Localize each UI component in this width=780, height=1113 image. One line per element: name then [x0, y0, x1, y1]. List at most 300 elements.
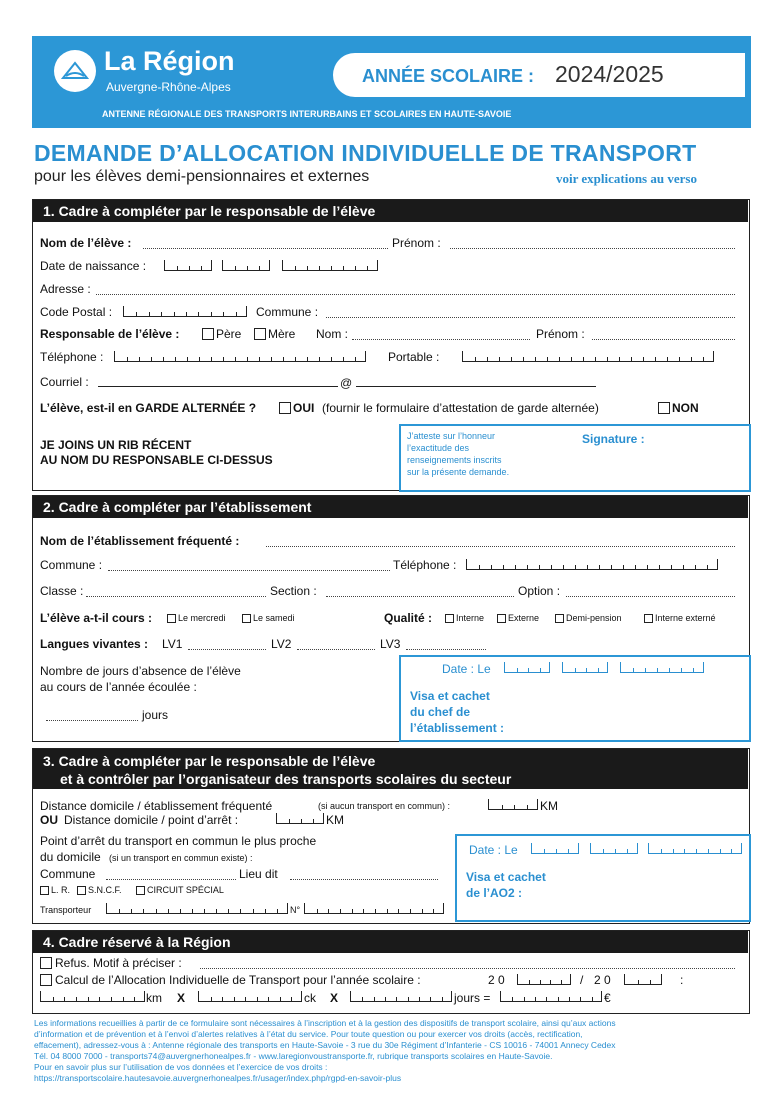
carrier-field[interactable] [106, 903, 288, 914]
digit-separator [524, 997, 525, 1001]
responsible-first-name-label: Prénom : [536, 327, 585, 341]
section-4-header: 4. Cadre réservé à la Région [33, 931, 748, 953]
digit-separator [168, 909, 169, 913]
section-3-header-line-2: et à contrôler par l’organisateur des transports scolaires du secteur [60, 771, 512, 787]
refusal-checkbox[interactable] [40, 957, 52, 969]
digit-separator [111, 997, 112, 1001]
school-date-month[interactable] [562, 662, 608, 673]
digit-separator [331, 357, 332, 361]
digit-separator [236, 312, 237, 316]
digit-separator [223, 312, 224, 316]
digit-separator [265, 909, 266, 913]
digit-separator [99, 997, 100, 1001]
digit-separator [479, 565, 480, 569]
digit-separator [156, 909, 157, 913]
digit-separator [544, 849, 545, 853]
phone-boxes[interactable] [114, 351, 366, 362]
attest-line-2: l’exactitude des [407, 443, 470, 453]
digit-separator [387, 909, 388, 913]
digit-separator [475, 357, 476, 361]
digit-separator [317, 909, 318, 913]
digit-separator [234, 997, 235, 1001]
attest-line-3: renseignements inscrits [407, 455, 502, 465]
first-name-field[interactable] [450, 248, 735, 249]
ao2-visa-line-1: Visa et cachet [466, 870, 546, 884]
commune-field[interactable] [326, 317, 735, 318]
brand-name: La Région [104, 46, 235, 76]
digit-separator [647, 565, 648, 569]
class-label: Classe : [40, 584, 84, 598]
digit-separator [657, 668, 658, 672]
digit-separator [119, 909, 120, 913]
digit-separator [499, 357, 500, 361]
days-field[interactable] [350, 991, 452, 1002]
ck-label: ck [304, 991, 316, 1005]
birth-day-boxes[interactable] [164, 260, 212, 271]
digit-separator [645, 668, 646, 672]
mother-checkbox[interactable] [254, 328, 266, 340]
responsible-name-field[interactable] [352, 339, 530, 340]
digit-separator [502, 805, 503, 809]
digit-separator [211, 997, 212, 1001]
languages-label: Langues vivantes : [40, 637, 149, 651]
ao2-date-day[interactable] [531, 843, 579, 854]
stop-line-2-note: (si un transport en commun existe) : [109, 853, 253, 863]
absence-days-label: jours [142, 708, 169, 722]
digit-separator [684, 849, 685, 853]
interne-externe-checkbox[interactable] [644, 614, 653, 623]
custody-no-checkbox[interactable] [658, 402, 670, 414]
digit-separator [143, 909, 144, 913]
privacy-footer [34, 1018, 750, 1084]
digit-separator [313, 819, 314, 823]
digit-separator [635, 565, 636, 569]
school-visa-line-3: l’établissement : [410, 721, 505, 735]
digit-separator [503, 565, 504, 569]
digit-separator [189, 266, 190, 270]
sncf-checkbox[interactable] [77, 886, 86, 895]
digit-separator [442, 997, 443, 1001]
digit-separator [216, 909, 217, 913]
digit-separator [328, 909, 329, 913]
form-title: DEMANDE D’ALLOCATION INDIVIDUELLE DE TRANSPORT [34, 140, 697, 166]
mobile-label: Portable : [388, 350, 440, 364]
digit-separator [731, 849, 732, 853]
digit-separator [295, 357, 296, 361]
interne-label: Interne [456, 613, 485, 623]
custody-no-label: NON [672, 401, 699, 415]
section-3-header-line-1: 3. Cadre à compléter par le responsable de l’élève [43, 753, 376, 769]
digit-separator [134, 997, 135, 1001]
digit-separator [343, 357, 344, 361]
digit-separator [367, 266, 368, 270]
digit-separator [235, 357, 236, 361]
digit-separator [247, 357, 248, 361]
digit-separator [487, 357, 488, 361]
absence-line-2: au cours de l’année écoulée : [40, 680, 197, 694]
digit-separator [703, 357, 704, 361]
digit-separator [540, 980, 541, 984]
brand-subtitle: Auvergne-Rhône-Alpes [106, 80, 231, 94]
digit-separator [259, 357, 260, 361]
digit-separator [355, 266, 356, 270]
place-field[interactable] [290, 879, 438, 880]
digit-separator [223, 357, 224, 361]
digit-separator [523, 357, 524, 361]
signature-label: Signature : [582, 432, 645, 446]
digit-separator [633, 668, 634, 672]
year-label: ANNÉE SCOLAIRE : [362, 66, 535, 86]
digit-separator [76, 997, 77, 1001]
digit-separator [352, 909, 353, 913]
school-visa-line-1: Visa et cachet [410, 689, 490, 703]
distance-school-km: KM [540, 799, 558, 813]
digit-separator [515, 565, 516, 569]
digit-separator [139, 357, 140, 361]
alternate-custody-question: L’élève, est-il en GARDE ALTERNÉE ? [40, 401, 257, 415]
digit-separator [396, 997, 397, 1001]
circuit-checkbox[interactable] [136, 886, 145, 895]
digit-separator [123, 997, 124, 1001]
digit-separator [362, 997, 363, 1001]
digit-separator [556, 849, 557, 853]
rib-line-2: AU NOM DU RESPONSABLE CI-DESSUS [40, 453, 273, 467]
responsible-name-label: Nom : [316, 327, 349, 341]
digit-separator [187, 357, 188, 361]
first-name-label: Prénom : [392, 236, 441, 250]
digit-separator [681, 668, 682, 672]
digit-separator [563, 565, 564, 569]
digit-separator [551, 565, 552, 569]
digit-separator [558, 997, 559, 1001]
refusal-reason-field[interactable] [200, 968, 735, 969]
digit-separator [592, 997, 593, 1001]
school-phone-boxes[interactable] [466, 559, 718, 570]
digit-separator [151, 357, 152, 361]
digit-separator [599, 565, 600, 569]
digit-separator [149, 312, 150, 316]
digit-separator [575, 668, 576, 672]
km-field[interactable] [40, 991, 145, 1002]
digit-separator [88, 997, 89, 1001]
digit-separator [547, 357, 548, 361]
footer-line-3: effacement), adressez-vous à : Antenne régionale des transports en Haute-Savoie - 3 rue du 30e Régiment d’Infanterie - CS 10016 - 74001 Annecy Cedex [34, 1040, 616, 1050]
digit-separator [511, 357, 512, 361]
lv2-field[interactable] [297, 649, 375, 650]
digit-separator [529, 980, 530, 984]
year-start-boxes[interactable] [517, 974, 571, 985]
email-domain-field[interactable] [356, 386, 596, 387]
lv1-field[interactable] [188, 649, 266, 650]
sncf-label: S.N.C.F. [88, 885, 122, 895]
digit-separator [295, 266, 296, 270]
distance-stop-field[interactable] [276, 813, 324, 824]
year-end-boxes[interactable] [624, 974, 662, 985]
externe-checkbox[interactable] [497, 614, 506, 623]
digit-separator [643, 357, 644, 361]
email-user-field[interactable] [98, 386, 338, 387]
digit-separator [307, 357, 308, 361]
rib-line-1: JE JOINS UN RIB RÉCENT [40, 438, 192, 452]
digit-separator [419, 997, 420, 1001]
digit-separator [695, 565, 696, 569]
digit-separator [650, 980, 651, 984]
section-1-header: 1. Cadre à compléter par le responsable de l’élève [33, 200, 748, 222]
student-name-label: Nom de l’élève : [40, 236, 132, 250]
distance-school-note: (si aucun transport en commun) : [318, 801, 451, 811]
stop-line-2: du domicile [40, 850, 101, 864]
saturday-checkbox[interactable] [242, 614, 251, 623]
digit-separator [623, 565, 624, 569]
school-commune-field[interactable] [108, 570, 390, 571]
digit-separator [268, 997, 269, 1001]
absence-days-field[interactable] [46, 720, 138, 721]
responsible-label: Responsable de l’élève : [40, 327, 180, 341]
digit-separator [64, 997, 65, 1001]
student-name-field[interactable] [143, 248, 388, 249]
digit-separator [430, 997, 431, 1001]
stop-commune-label: Commune [40, 867, 96, 881]
digit-separator [583, 357, 584, 361]
region-logo-icon [54, 50, 96, 92]
birthdate-label: Date de naissance : [40, 259, 147, 273]
absence-line-1: Nombre de jours d’absence de l’élève [40, 664, 241, 678]
lr-label: L. R. [51, 885, 71, 895]
digit-separator [575, 565, 576, 569]
birth-year-boxes[interactable] [282, 260, 378, 271]
form-subtitle: pour les élèves demi-pensionnaires et externes [34, 168, 370, 185]
custody-yes-note: (fournir le formulaire d’attestation de garde alternée) [322, 401, 599, 415]
responsible-first-name-field[interactable] [592, 339, 735, 340]
stop-line-1: Point d’arrêt du transport en commun le plus proche [40, 834, 317, 848]
digit-separator [385, 997, 386, 1001]
digit-separator [253, 909, 254, 913]
ao2-visa-line-2: de l’AO2 : [466, 886, 523, 900]
digit-separator [708, 849, 709, 853]
digit-separator [673, 849, 674, 853]
digit-separator [277, 909, 278, 913]
digit-separator [319, 266, 320, 270]
email-label: Courriel : [40, 375, 89, 389]
birth-month-boxes[interactable] [222, 260, 270, 271]
digit-separator [433, 909, 434, 913]
ck-field[interactable] [198, 991, 302, 1002]
circuit-label: CIRCUIT SPÉCIAL [147, 885, 224, 895]
digit-separator [204, 909, 205, 913]
refusal-label: Refus. Motif à préciser : [55, 956, 182, 970]
calculation-label: Calcul de l’Allocation Individuelle de Transport pour l’année scolaire : [55, 973, 421, 987]
digit-separator [568, 849, 569, 853]
distance-stop-label: Distance domicile / point d’arrêt : [64, 813, 239, 827]
year-value: 2024/2025 [555, 61, 664, 87]
class-field[interactable] [86, 596, 266, 597]
attest-line-1: J’atteste sur l’honneur [407, 431, 496, 441]
digit-separator [174, 312, 175, 316]
or-label: OU [40, 813, 58, 827]
footer-line-1: Les informations recueillies à partir de ce formulaire sont nécessaires à l’inscription et à la gestion des dispositifs de transport scolaire, ainsi qu’aux actions [34, 1018, 616, 1028]
interne-checkbox[interactable] [445, 614, 454, 623]
days-label: jours = [454, 991, 491, 1005]
footer-line-4: Tél. 04 8000 7000 - transports74@auvergnerhonealpes.fr - www.laregionvoustransporte.fr, rubrique transports scolaires en Haute-Savoie. [34, 1051, 553, 1061]
digit-separator [527, 565, 528, 569]
digit-separator [580, 997, 581, 1001]
digit-separator [343, 266, 344, 270]
digit-separator [535, 357, 536, 361]
digit-separator [691, 357, 692, 361]
digit-separator [175, 357, 176, 361]
ao2-date-label: Date : Le [469, 843, 518, 857]
distance-school-field[interactable] [488, 799, 538, 810]
digit-separator [340, 909, 341, 913]
digit-separator [619, 357, 620, 361]
lv3-field[interactable] [406, 649, 486, 650]
digit-separator [283, 357, 284, 361]
digit-separator [222, 997, 223, 1001]
digit-separator [53, 997, 54, 1001]
school-date-day[interactable] [504, 662, 550, 673]
digit-separator [671, 565, 672, 569]
distance-stop-km: KM [326, 813, 344, 827]
school-name-field[interactable] [266, 546, 735, 547]
section-field[interactable] [326, 596, 514, 597]
courses-label: L’élève a-t-il cours : [40, 611, 153, 625]
year-start-prefix: 2 0 [488, 973, 505, 987]
footer-line-5: Pour en savoir plus sur l’utilisation de vos données et l’exercice de vos droits : [34, 1062, 328, 1072]
digit-separator [561, 980, 562, 984]
wednesday-checkbox[interactable] [167, 614, 176, 623]
digit-separator [228, 909, 229, 913]
custody-yes-label: OUI [293, 401, 315, 415]
digit-separator [257, 997, 258, 1001]
lv2-label: LV2 [271, 637, 292, 651]
mobile-boxes[interactable] [462, 351, 714, 362]
demi-pension-label: Demi-pension [566, 613, 622, 623]
email-at: @ [340, 376, 353, 390]
stop-commune-field[interactable] [106, 879, 236, 880]
digit-separator [422, 909, 423, 913]
digit-separator [696, 849, 697, 853]
digit-separator [514, 805, 515, 809]
digit-separator [398, 909, 399, 913]
digit-separator [161, 312, 162, 316]
wednesday-label: Le mercredi [178, 613, 226, 623]
carrier-number-label: N° [290, 905, 301, 915]
digit-separator [180, 909, 181, 913]
euro-label: € [604, 991, 611, 1005]
school-phone-label: Téléphone : [393, 558, 457, 572]
digit-separator [598, 668, 599, 672]
digit-separator [611, 565, 612, 569]
ao2-date-year[interactable] [648, 843, 742, 854]
digit-separator [198, 312, 199, 316]
digit-separator [410, 909, 411, 913]
times-2: X [330, 991, 339, 1005]
distance-school-label: Distance domicile / établissement fréquenté [40, 799, 273, 813]
digit-separator [627, 849, 628, 853]
status-label: Qualité : [384, 611, 433, 625]
digit-separator [655, 357, 656, 361]
digit-separator [240, 909, 241, 913]
digit-separator [355, 357, 356, 361]
digit-separator [192, 909, 193, 913]
custody-yes-checkbox[interactable] [279, 402, 291, 414]
digit-separator [539, 565, 540, 569]
digit-separator [615, 849, 616, 853]
year-colon: : [680, 973, 684, 987]
option-field[interactable] [566, 596, 735, 597]
digit-separator [131, 909, 132, 913]
saturday-label: Le samedi [253, 613, 295, 623]
digit-separator [679, 357, 680, 361]
digit-separator [540, 668, 541, 672]
digit-separator [259, 266, 260, 270]
digit-separator [177, 266, 178, 270]
digit-separator [587, 565, 588, 569]
address-field[interactable] [96, 294, 735, 295]
footer-url[interactable]: https://transportscolaire.hautesavoie.auvergnerhonealpes.fr/usager/index.php/rgpd-en-savoir-plus [34, 1073, 402, 1083]
externe-label: Externe [508, 613, 540, 623]
demi-pension-checkbox[interactable] [555, 614, 564, 623]
amount-field[interactable] [500, 991, 602, 1002]
digit-separator [491, 565, 492, 569]
digit-separator [307, 266, 308, 270]
ao2-date-month[interactable] [590, 843, 638, 854]
verso-note: voir explications au verso [556, 171, 697, 186]
digit-separator [374, 997, 375, 1001]
digit-separator [280, 997, 281, 1001]
digit-separator [528, 668, 529, 672]
digit-separator [247, 266, 248, 270]
digit-separator [331, 266, 332, 270]
digit-separator [659, 565, 660, 569]
section-2-header: 2. Cadre à compléter par l’établissement [33, 496, 748, 518]
digit-separator [186, 312, 187, 316]
digit-separator [199, 357, 200, 361]
postal-code-boxes[interactable] [123, 306, 247, 317]
father-checkbox[interactable] [202, 328, 214, 340]
digit-separator [527, 805, 528, 809]
digit-separator [707, 565, 708, 569]
school-name-label: Nom de l’établissement fréquenté : [40, 534, 240, 548]
digit-separator [683, 565, 684, 569]
digit-separator [595, 357, 596, 361]
digit-separator [550, 980, 551, 984]
lv1-label: LV1 [162, 637, 183, 651]
lr-checkbox[interactable] [40, 886, 49, 895]
digit-separator [363, 909, 364, 913]
digit-separator [571, 357, 572, 361]
school-date-year[interactable] [620, 662, 704, 673]
school-commune-label: Commune : [40, 558, 103, 572]
digit-separator [245, 997, 246, 1001]
digit-separator [559, 357, 560, 361]
phone-label: Téléphone : [40, 350, 104, 364]
digit-separator [667, 357, 668, 361]
digit-separator [693, 668, 694, 672]
carrier-number-field[interactable] [304, 903, 444, 914]
lv3-label: LV3 [380, 637, 401, 651]
digit-separator [235, 266, 236, 270]
digit-separator [535, 997, 536, 1001]
digit-separator [375, 909, 376, 913]
digit-separator [201, 266, 202, 270]
calculation-checkbox[interactable] [40, 974, 52, 986]
digit-separator [661, 849, 662, 853]
attest-line-4: sur la présente demande. [407, 467, 510, 477]
digit-separator [631, 357, 632, 361]
digit-separator [569, 997, 570, 1001]
place-label: Lieu dit [239, 867, 278, 881]
